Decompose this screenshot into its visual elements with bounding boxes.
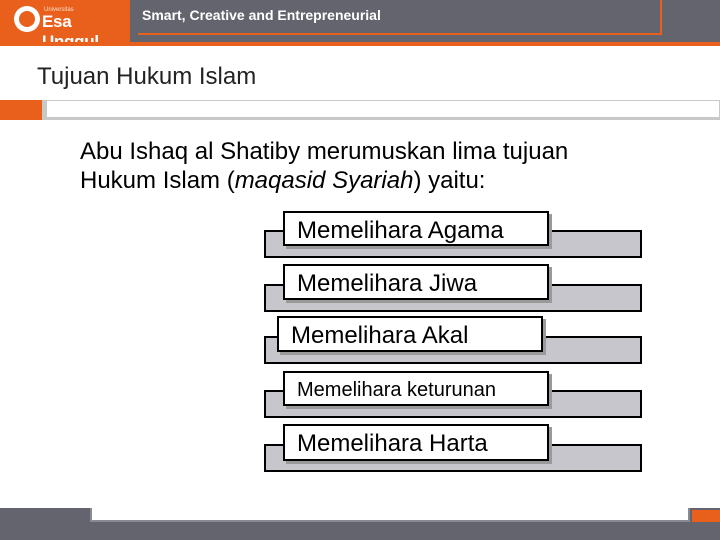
list-item-label: Memelihara Harta	[297, 430, 488, 457]
footer-accent	[692, 510, 720, 522]
title-underline	[0, 100, 720, 120]
intro-line-2-end: ) yaitu:	[413, 167, 486, 194]
header-tagline-panel	[130, 0, 720, 42]
list-item-label: Memelihara Jiwa	[297, 270, 478, 297]
list-item	[283, 211, 549, 246]
list-item-label: Memelihara Akal	[291, 322, 469, 349]
intro-paragraph	[80, 137, 680, 195]
intro-line-1: Abu Ishaq al Shatiby merumuskan lima tujuan	[80, 138, 569, 165]
logo-subtext: Universitas	[44, 7, 74, 13]
slide-title: Tujuan Hukum Islam	[37, 63, 257, 90]
list-item-label: Memelihara Agama	[297, 217, 504, 244]
header-divider	[0, 42, 720, 46]
header-brand-panel	[0, 0, 130, 42]
university-logo-icon	[14, 6, 40, 32]
list-item	[283, 264, 549, 300]
footer-frame	[90, 508, 690, 522]
list-item	[283, 424, 549, 461]
footer-bar	[0, 508, 720, 540]
logo-name: Esa	[42, 12, 72, 31]
intro-line-2	[80, 166, 680, 195]
intro-line-2-italic: maqasid Syariah	[234, 167, 414, 194]
tagline: Smart, Creative and Entrepreneurial	[142, 7, 381, 23]
intro-line-2-start: Hukum Islam (	[80, 167, 235, 194]
list-item	[283, 371, 549, 406]
list-item-label: Memelihara keturunan	[297, 379, 496, 401]
list-item	[277, 316, 543, 352]
